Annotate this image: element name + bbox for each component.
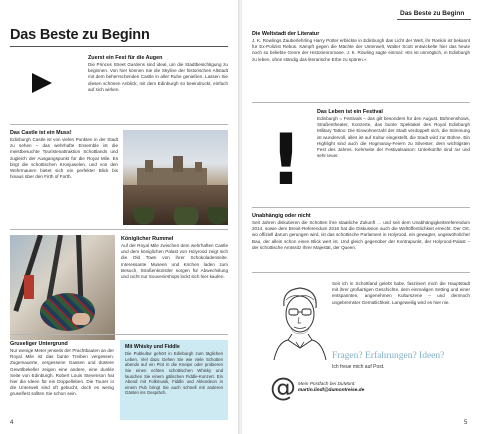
- page-number: 4: [10, 420, 14, 426]
- infobox-headline: Mit Whisky und Fiddle: [125, 344, 180, 350]
- underground-headline: Gruseliger Untergrund: [10, 341, 68, 347]
- literature-headline: Die Weltstadt der Literatur: [252, 31, 320, 37]
- divider: [252, 102, 470, 103]
- hummel-headline: Königlicher Rummel: [121, 236, 174, 242]
- infobox-text: Die Pubkultur gehört in Edinburgh zum täglichen Leben. Viel dazu Gehen Sie wie viele Schotten abends auf ein Pint in die Kneipe oder probieren Sie einen echten schottischen Whisky und lauschen Sie einem gälischen Fiddle-Konzert. Ein Abend mit Folkmusik, Fiddle und Akkordeon in einem Pub bringt Sie auch schnell mit anderen Gästen ins Gespräch.: [125, 351, 223, 396]
- underground-text: Nur wenige Meter jenseits der Prachtbauten an der Royal Mile ist das bunte Treiben vergessen: Zugemauerte, vergessene Gassen und düstere Gewölbekeller zeigen eine andere, eine dunkle Seite von Edinburgh. Robert Louis Stevenson hat hier die Ideen für ein Doppelleben. Die Tourer in die Unterwelt sind oft gebucht, doch es wenig gruselfest sollten Sie schon sein.: [10, 348, 114, 397]
- feedback-question: Fragen? Erfahrungen? Ideen?: [332, 351, 445, 361]
- castle-text: Edinburgh Castle ist von vielen Punkten in der Stadt zu sehen – das wehrhafte Ensemble ist die meistbesuchte Touristenattraktion Schottlands und zugleich der Ausgangspunkt für die Royal Mile. Es birgt die schottischen Kronjuwelen, und von den Wehrmauern bietet sich ein perfekter Blick bis hinaus über den Firth of Forth.: [10, 137, 118, 180]
- divider: [10, 229, 228, 230]
- independent-text: Seit Jahren diskutieren die Schotten ihre staatliche Zukunft … und seit dem Unabhängigkeitsreferendum 2014, sowie dem Brexit-Referendum 2016 hat die Diskussion auch die Weltöffentlichkeit erreicht. Der Ort, wo offiziell darum gerungen wird, ist das schottische Parlament in Holyrood, ein gewagter, ungewöhnlicher Bau, der allein schon einen Blick wert ist. Und gleich gegenüber der Kontrapunkt, der Holyrood-Palast – der schottische Amtssitz Ihrer Majestät, der Queen.: [252, 220, 470, 250]
- exclamation-icon: !: [270, 119, 302, 201]
- festival-text: Edinburgh = Festivals – das gilt besonders für den August. Bühnenshows, Straßentheater, Konzerte, das bunte Spektakel des Royal Edinburgh Military Tattoo: Die Einwohnerzahl der Stadt verdoppelt sich, die Stimmung ist wundervoll, alles ist auf Kultur eingestellt, die Stadt wird zur Bühne. Ein Highlight sind auch die Hogmanay-Feiern zu Silvester, dem wichtigsten Fest des Jahres. Kehrseite der Festivalsaison: Unterkünfte sind rar und sehr teuer.: [317, 116, 470, 159]
- left-page: [0, 0, 238, 434]
- page-number: 5: [464, 420, 468, 426]
- page-title: Das Beste zu Beginn: [10, 27, 150, 43]
- intro-headline: Zuerst ein Fest für die Augen: [88, 55, 163, 61]
- at-sign-icon: @: [270, 373, 296, 403]
- infobox: [120, 340, 228, 420]
- right-page: [242, 0, 480, 434]
- header-rule: [397, 19, 471, 20]
- running-header: Das Beste zu Beginn: [400, 10, 465, 17]
- author-portrait-sketch: [270, 284, 328, 360]
- bagpiper-photo: [10, 235, 115, 340]
- castle-photo: [123, 130, 228, 225]
- mail-box: [298, 382, 364, 394]
- intro-text: Die Princes Street Gardens sind ideal, um die Stadtbesichtigung zu beginnen. Von hier können Sie die Skyline der historischen Altstadt mit dem beherrschenden Castle in aller Ruhe genießen. Lassen Sie diesen schönen Anblick, mit dem Edinburgh so beeindruckt, einfach auf sich wirken.: [88, 62, 228, 92]
- castle-headline: Das Castle ist ein Muss!: [10, 130, 72, 136]
- title-rule: [10, 46, 228, 47]
- hummel-text: Auf der Royal Mile zwischen dem wehrhaften Castle und dem königlichen Palast von Holyrood zeigt sich die Old Town von ihrer Schokoladenseite. Interessante Museen und Kirchen laden zum Besuch, Straßenkünstler sorgen für Abwechslung und nicht nur Souvenirshops lockt sich hier kaufen.: [121, 243, 228, 280]
- divider: [252, 272, 470, 273]
- mail-label: Mein Postfach bei DuMont:: [298, 382, 356, 387]
- feedback-subline: Ich freue mich auf Post.: [332, 364, 385, 370]
- divider: [252, 207, 470, 208]
- independent-headline: Unabhängig oder nicht: [252, 213, 311, 219]
- mail-address[interactable]: martin.lindl@dumontreise.de: [298, 388, 365, 394]
- literature-text: J. K. Rowlings Zauberlehrling Harry Potter erblickte in Edinburgh das Licht der Welt, ihr Rankin ist bekannt für Ex-Polizist Rebus. Kämpft gegen die Mächte der Unterwelt, Walter Scott entwickelte hier das heute noch so beliebte Genre der Historienromane. J. K. Rowling sagte einmal: »Es ist unmöglich, in Edinburgh zu leben, ohne ständig das literarische Erbe zu spüren.«: [252, 38, 470, 62]
- divider: [10, 334, 228, 335]
- arrow-right-icon: [32, 73, 52, 93]
- festival-headline: Das Leben ist ein Festival: [317, 109, 383, 115]
- divider: [10, 124, 228, 125]
- author-text: Seit ich in Schottland gelebt habe, fasziniert mich die Hauptstadt mit ihrer großartigen Geschichte, dem einmaligen Setting und einer entspannten, angenehmen Kulturszene – und demnoch ungebremster Gemütlichkeit. Langeweilig wird es hier nie.: [332, 281, 470, 305]
